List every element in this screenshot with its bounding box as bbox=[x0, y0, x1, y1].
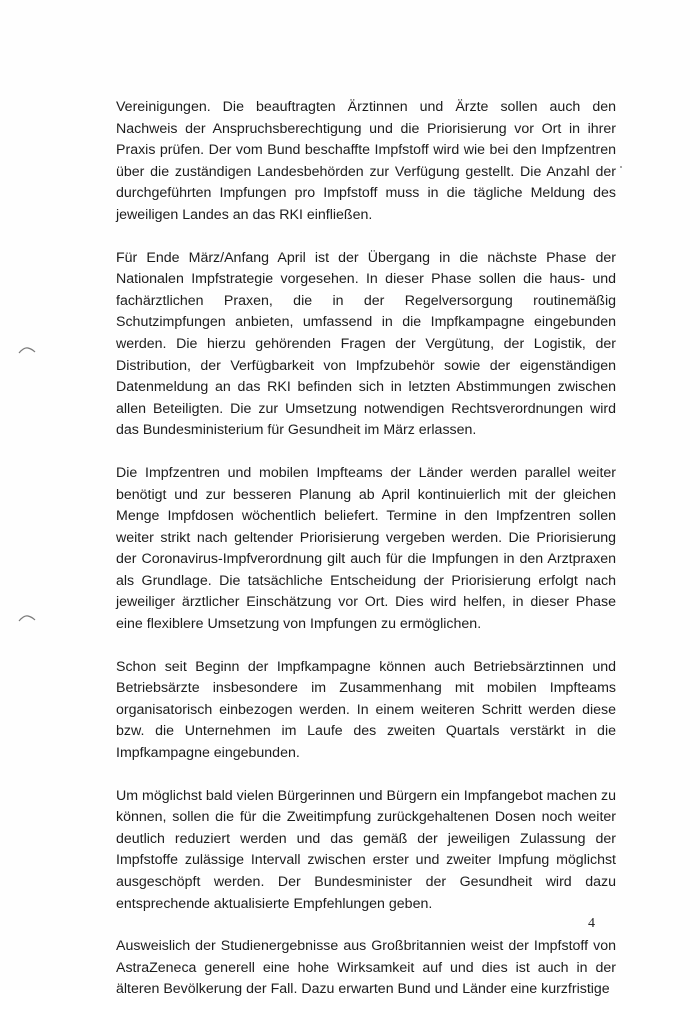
paragraph-1: Vereinigungen. Die beauftragten Ärztinnen und Ärzte sollen auch den Nachweis der Anspruchsberechtigung und die Priorisierung vor Ort in ihrer Praxis prüfen. Der vom Bund beschaffte Impfstoff wird wie bei den Impfzentren über die zuständigen Landesbehörden zur Verfügung gestellt. Die Anzahl der durchgeführten Impfungen pro Impfstoff muss in die tägliche Meldung des jeweiligen Landes an das RKI einfließen. bbox=[116, 99, 616, 223]
page-number: 4 bbox=[588, 916, 595, 931]
paragraph-6: Ausweislich der Studienergebnisse aus Großbritannien weist der Impfstoff von AstraZeneca generell eine hohe Wirksamkeit auf und dies ist auch in der älteren Bevölkerung der Fall. Dazu erwarten Bund und Länder eine kurzfristige bbox=[116, 938, 616, 998]
paragraph-5: Um möglichst bald vielen Bürgerinnen und Bürgern ein Impfangebot machen zu können, sollen die für die Zweitimpfung zurückgehaltenen Dosen noch weiter deutlich reduziert werden und das gemäß der jeweiligen Zulassung der Impfstoffe zulässige Intervall zwischen erster und zweiter Impfung möglichst ausgeschöpft werden. Der Bundesminister der Gesundheit wird dazu entsprechende aktualisierte Empfehlungen geben. bbox=[116, 787, 617, 912]
paragraph-2: Für Ende März/Anfang April ist der Übergang in die nächste Phase der Nationalen Impfstrategie vorgesehen. In dieser Phase sollen die haus- und fachärztlichen Praxen, die in der Regelversorgung routinemäßig Schutzimpfungen anbieten, umfassend in die Impfkampagne eingebunden werden. Die hierzu gehörenden Fragen der Vergütung, der Logistik, der Distribution, der Verfügbarkeit von Impfzubehör sowie der eigenständigen Datenmeldung an das RKI befinden sich in letzten Abstimmungen zwischen allen Beteiligten. Die zur Umsetzung notwendigen Rechtsverordnungen wird das Bundesministerium für Gesundheit im März erlassen. bbox=[116, 249, 616, 439]
body-text bbox=[116, 97, 616, 1022]
paragraph-3: Die Impfzentren und mobilen Impfteams der Länder werden parallel weiter benötigt und zur besseren Planung ab April kontinuierlich mit der gleichen Menge Impfdosen wöchentlich beliefert. Termine in den Impfzentren sollen weiter strikt nach geltender Priorisierung vergeben werden. Die Priorisierung der Coronavirus-Impfverordnung gilt auch für die Impfungen in den Arztpraxen als Grundlage. Die tatsächliche Entscheidung der Priorisierung erfolgt nach jeweiliger ärztlicher Einschätzung vor Ort. Dies wird helfen, in dieser Phase eine flexiblere Umsetzung von Impfungen zu ermöglichen. bbox=[116, 464, 616, 633]
scan-speck bbox=[620, 166, 622, 168]
margin-pencil-mark bbox=[18, 346, 36, 354]
paragraph-4: Schon seit Beginn der Impfkampagne können auch Betriebsärztinnen und Betriebsärzte insbesondere im Zusammenhang mit mobilen Impfteams organisatorisch einbezogen werden. In einem weiteren Schritt werden diese bzw. die Unternehmen im Laufe des zweiten Quartals verstärkt in die Impfkampagne eingebunden. bbox=[116, 658, 616, 762]
margin-pencil-mark bbox=[18, 614, 36, 622]
